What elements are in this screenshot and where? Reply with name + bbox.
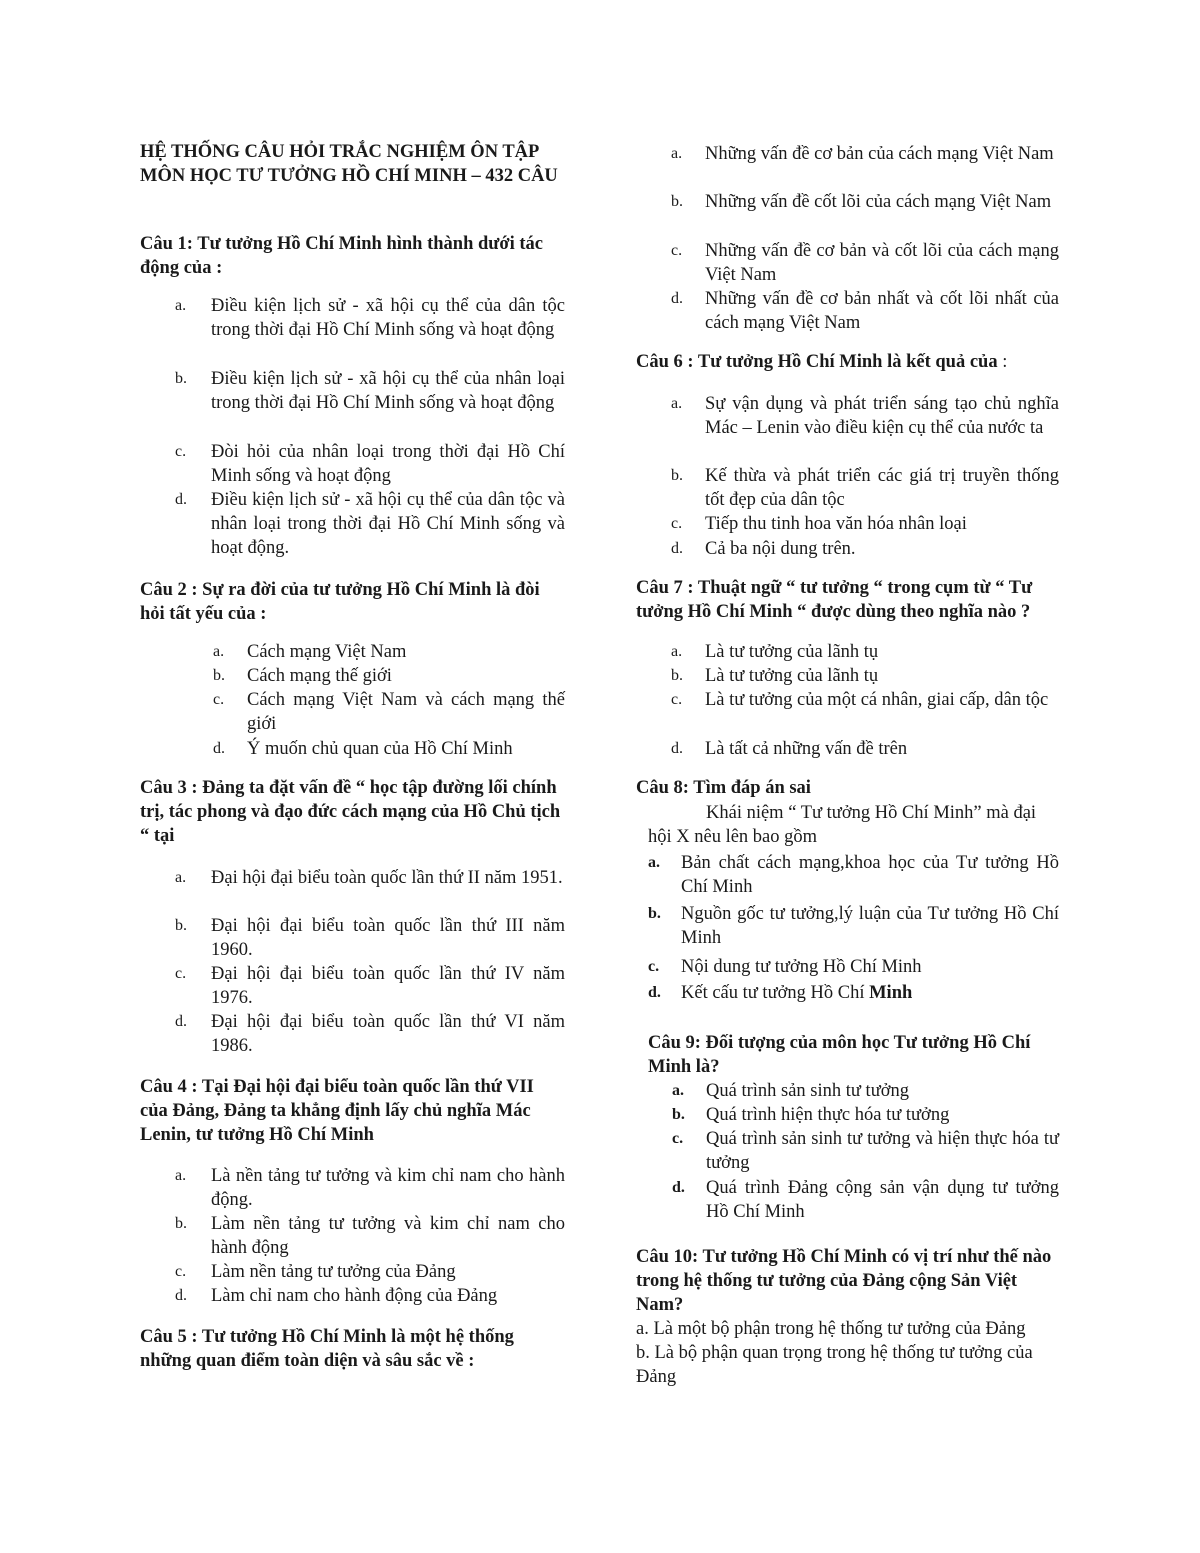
- q7-option-a: a. Là tư tưởng của lãnh tụ: [671, 642, 879, 662]
- q1-option-a: a. Điều kiện lịch sử - xã hội cụ thể của dân tộc trong thời đại Hồ Chí Minh sống và hoạt động: [175, 296, 565, 340]
- q5-option-d: d. Những vấn đề cơ bản nhất và cốt lõi nhất của cách mạng Việt Nam: [671, 289, 1059, 333]
- q3-option-b: b. Đại hội đại biểu toàn quốc lần thứ III năm 1960.: [175, 916, 565, 960]
- q7-option-c: c. Là tư tưởng của một cá nhân, giai cấp, dân tộc: [671, 690, 1049, 710]
- question-3: Câu 3 : Đảng ta đặt vấn đề “ học tập đường lối chính trị, tác phong và đạo đức cách mạng của Hồ Chủ tịch “ tại: [140, 778, 561, 846]
- q7-option-b: b. Là tư tưởng của lãnh tụ: [671, 666, 879, 686]
- q1-option-b: b. Điều kiện lịch sử - xã hội cụ thể của nhân loại trong thời đại Hồ Chí Minh sống và hoạt động: [175, 369, 565, 413]
- q9-option-c: c. Quá trình sản sinh tư tưởng và hiện thực hóa tư tưởng: [672, 1129, 1059, 1173]
- q5-option-a: a. Những vấn đề cơ bản của cách mạng Việt Nam: [671, 144, 1054, 164]
- q5-option-b: b. Những vấn đề cốt lõi của cách mạng Việt Nam: [671, 192, 1052, 212]
- question-6: Câu 6 : Tư tưởng Hồ Chí Minh là kết quả của :: [636, 352, 1008, 372]
- q2-option-b: b. Cách mạng thế giới: [213, 666, 392, 686]
- q4-option-b: b. Làm nền tảng tư tưởng và kim chỉ nam cho hành động: [175, 1214, 565, 1258]
- q9-option-a: a. Quá trình sản sinh tư tưởng: [672, 1081, 910, 1101]
- q8-intro-line-1: Khái niệm “ Tư tưởng Hồ Chí Minh” mà đại: [706, 803, 1037, 823]
- q8-intro-line-2: hội X nêu lên bao gồm: [648, 827, 818, 847]
- q6-option-d: d. Cả ba nội dung trên.: [671, 539, 856, 559]
- q4-option-c: c. Làm nền tảng tư tưởng của Đảng: [175, 1262, 456, 1282]
- q1-option-d: d. Điều kiện lịch sử - xã hội cụ thể của dân tộc và nhân loại trong thời đại Hồ Chí Minh sống và hoạt động.: [175, 490, 565, 558]
- question-8: Câu 8: Tìm đáp án sai: [636, 778, 811, 798]
- q4-option-d: d. Làm chỉ nam cho hành động của Đảng: [175, 1286, 498, 1306]
- q6-option-c: c. Tiếp thu tinh hoa văn hóa nhân loại: [671, 514, 967, 534]
- question-2: Câu 2 : Sự ra đời của tư tưởng Hồ Chí Minh là đòi hỏi tất yếu của :: [140, 580, 540, 624]
- q3-option-c: c. Đại hội đại biểu toàn quốc lần thứ IV năm 1976.: [175, 964, 565, 1008]
- document-title: HỆ THỐNG CÂU HỎI TRẮC NGHIỆM ÔN TẬP MÔN HỌC TƯ TƯỞNG HỒ CHÍ MINH – 432 CÂU: [140, 142, 558, 186]
- q8-option-a: a. Bản chất cách mạng,khoa học của Tư tưởng Hồ Chí Minh: [648, 853, 1059, 897]
- q8-option-c: c. Nội dung tư tưởng Hồ Chí Minh: [648, 957, 922, 977]
- q2-option-a: a. Cách mạng Việt Nam: [213, 642, 407, 662]
- question-1: Câu 1: Tư tưởng Hồ Chí Minh hình thành dưới tác động của :: [140, 234, 543, 278]
- q6-option-b: b. Kế thừa và phát triển các giá trị truyền thống tốt đẹp của dân tộc: [671, 466, 1059, 510]
- question-10: Câu 10: Tư tưởng Hồ Chí Minh có vị trí như thế nào trong hệ thống tư tưởng của Đảng cộng Sản Việt Nam?: [636, 1247, 1052, 1315]
- q6-option-a: a. Sự vận dụng và phát triển sáng tạo chủ nghĩa Mác – Lenin vào điều kiện cụ thể của nước ta: [671, 394, 1059, 438]
- question-4: Câu 4 : Tại Đại hội đại biểu toàn quốc lần thứ VII của Đảng, Đảng ta khẳng định lấy chủ nghĩa Mác Lenin, tư tưởng Hồ Chí Minh: [140, 1077, 534, 1145]
- q9-option-d: d. Quá trình Đảng cộng sản vận dụng tư tưởng Hồ Chí Minh: [672, 1178, 1059, 1222]
- q4-option-a: a. Là nền tảng tư tưởng và kim chỉ nam cho hành động.: [175, 1166, 565, 1210]
- q2-option-c: c. Cách mạng Việt Nam và cách mạng thế giới: [213, 690, 565, 734]
- q9-option-b: b. Quá trình hiện thực hóa tư tưởng: [672, 1105, 950, 1125]
- q5-option-c: c. Những vấn đề cơ bản và cốt lõi của cách mạng Việt Nam: [671, 241, 1059, 285]
- q8-option-b: b. Nguồn gốc tư tưởng,lý luận của Tư tưởng Hồ Chí Minh: [648, 904, 1059, 948]
- q7-option-d: d. Là tất cả những vấn đề trên: [671, 739, 908, 759]
- question-7: Câu 7 : Thuật ngữ “ tư tưởng “ trong cụm từ “ Tư tưởng Hồ Chí Minh “ được dùng theo nghĩa nào ?: [636, 578, 1033, 622]
- q3-option-d: d. Đại hội đại biểu toàn quốc lần thứ VI năm 1986.: [175, 1012, 565, 1056]
- q8-option-d: d. Kết cấu tư tưởng Hồ Chí Minh: [648, 983, 913, 1003]
- q2-option-d: d. Ý muốn chủ quan của Hồ Chí Minh: [213, 739, 513, 759]
- q1-option-c: c. Đòi hỏi của nhân loại trong thời đại Hồ Chí Minh sống và hoạt động: [175, 442, 565, 486]
- question-5: Câu 5 : Tư tưởng Hồ Chí Minh là một hệ thống những quan điểm toàn diện và sâu sắc về :: [140, 1327, 514, 1371]
- q3-option-a: a. Đại hội đại biểu toàn quốc lần thứ II năm 1951.: [175, 868, 563, 888]
- q10-option-b: b. Là bộ phận quan trọng trong hệ thống tư tưởng của Đảng: [636, 1343, 1033, 1387]
- question-9: Câu 9: Đối tượng của môn học Tư tưởng Hồ Chí Minh là?: [648, 1033, 1031, 1077]
- q10-option-a: a. Là một bộ phận trong hệ thống tư tưởng của Đảng: [636, 1319, 1026, 1339]
